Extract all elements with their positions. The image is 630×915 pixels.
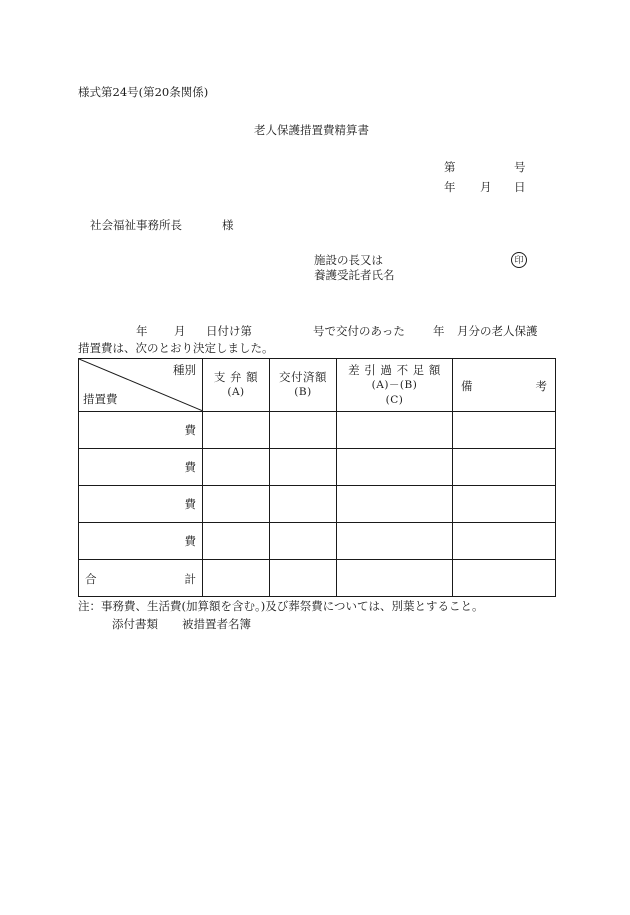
table-header-row <box>79 359 556 412</box>
total-label-right: 計 <box>184 572 196 586</box>
attachment-label: 添付書類 <box>112 617 158 631</box>
body-line-2: 措置費は、次のとおり決定しました。 <box>78 341 274 355</box>
date-month: 月 <box>480 180 492 194</box>
header-difference-formula: (A)－(B) <box>371 378 418 391</box>
header-difference-code: (C) <box>385 393 404 406</box>
header-remarks-right: 考 <box>535 379 547 393</box>
row-label: 費 <box>79 449 203 486</box>
total-issued[interactable] <box>270 560 337 597</box>
header-remarks-left: 備 <box>461 379 473 393</box>
header-payment-amount <box>203 359 270 412</box>
sender-label-line2: 養護受託者氏名 <box>314 268 395 282</box>
header-payment-amount-label: 支 弁 額 <box>213 370 259 384</box>
cell-issued[interactable] <box>270 412 337 449</box>
cell-remarks[interactable] <box>453 449 556 486</box>
cell-difference[interactable] <box>337 412 453 449</box>
diagonal-header-cell <box>79 359 203 412</box>
table-row <box>79 523 556 560</box>
seal-icon: 印 <box>511 252 527 268</box>
form-number: 様式第24号(第20条関係) <box>78 85 209 99</box>
table-row <box>79 412 556 449</box>
cell-payment[interactable] <box>203 449 270 486</box>
cell-remarks[interactable] <box>453 412 556 449</box>
number-suffix: 号 <box>514 160 526 174</box>
body-year-2: 年 <box>433 324 445 338</box>
header-issued-amount-label: 交付済額 <box>279 370 327 384</box>
total-label <box>79 560 203 597</box>
table-total-row <box>79 560 556 597</box>
total-label-left: 合 <box>85 572 97 586</box>
body-month: 月 <box>174 324 186 338</box>
body-number-ref: 号で交付のあった <box>313 324 405 338</box>
number-prefix: 第 <box>444 160 456 174</box>
header-difference-amount-label: 差 引 過 不 足 額 <box>348 362 441 377</box>
row-label: 費 <box>79 486 203 523</box>
body-month-tail: 月分の老人保護 <box>457 324 538 338</box>
addressee-name: 社会福祉事務所長 <box>90 218 182 232</box>
header-remarks <box>453 359 556 412</box>
header-issued-amount-code: (B) <box>294 386 312 398</box>
cell-issued[interactable] <box>270 523 337 560</box>
category-label: 種別 <box>173 363 196 377</box>
document-title: 老人保護措置費精算書 <box>254 123 369 137</box>
header-issued-amount <box>270 359 337 412</box>
body-date-ref: 日付け第 <box>206 324 252 338</box>
cell-difference[interactable] <box>337 486 453 523</box>
cell-issued[interactable] <box>270 486 337 523</box>
addressee-honorific: 様 <box>222 218 234 232</box>
date-year: 年 <box>444 180 456 194</box>
cell-payment[interactable] <box>203 486 270 523</box>
cell-difference[interactable] <box>337 449 453 486</box>
cell-difference[interactable] <box>337 523 453 560</box>
cell-remarks[interactable] <box>453 486 556 523</box>
total-difference[interactable] <box>337 560 453 597</box>
table-row <box>79 486 556 523</box>
cell-payment[interactable] <box>203 523 270 560</box>
cell-issued[interactable] <box>270 449 337 486</box>
cell-remarks[interactable] <box>453 523 556 560</box>
date-day: 日 <box>514 180 526 194</box>
row-label: 費 <box>79 523 203 560</box>
header-payment-amount-code: (A) <box>227 386 245 398</box>
sender-label-line1: 施設の長又は <box>314 253 383 267</box>
cell-payment[interactable] <box>203 412 270 449</box>
header-difference-amount <box>337 359 453 412</box>
body-year: 年 <box>136 324 148 338</box>
footnote: 注：事務費、生活費(加算額を含む。)及び葬祭費については、別葉とすること。 <box>78 599 484 613</box>
expense-type-label: 措置費 <box>83 392 118 406</box>
table-row <box>79 449 556 486</box>
attachment-value: 被措置者名簿 <box>182 617 251 631</box>
row-label: 費 <box>79 412 203 449</box>
settlement-table <box>78 358 556 597</box>
total-remarks[interactable] <box>453 560 556 597</box>
total-payment[interactable] <box>203 560 270 597</box>
